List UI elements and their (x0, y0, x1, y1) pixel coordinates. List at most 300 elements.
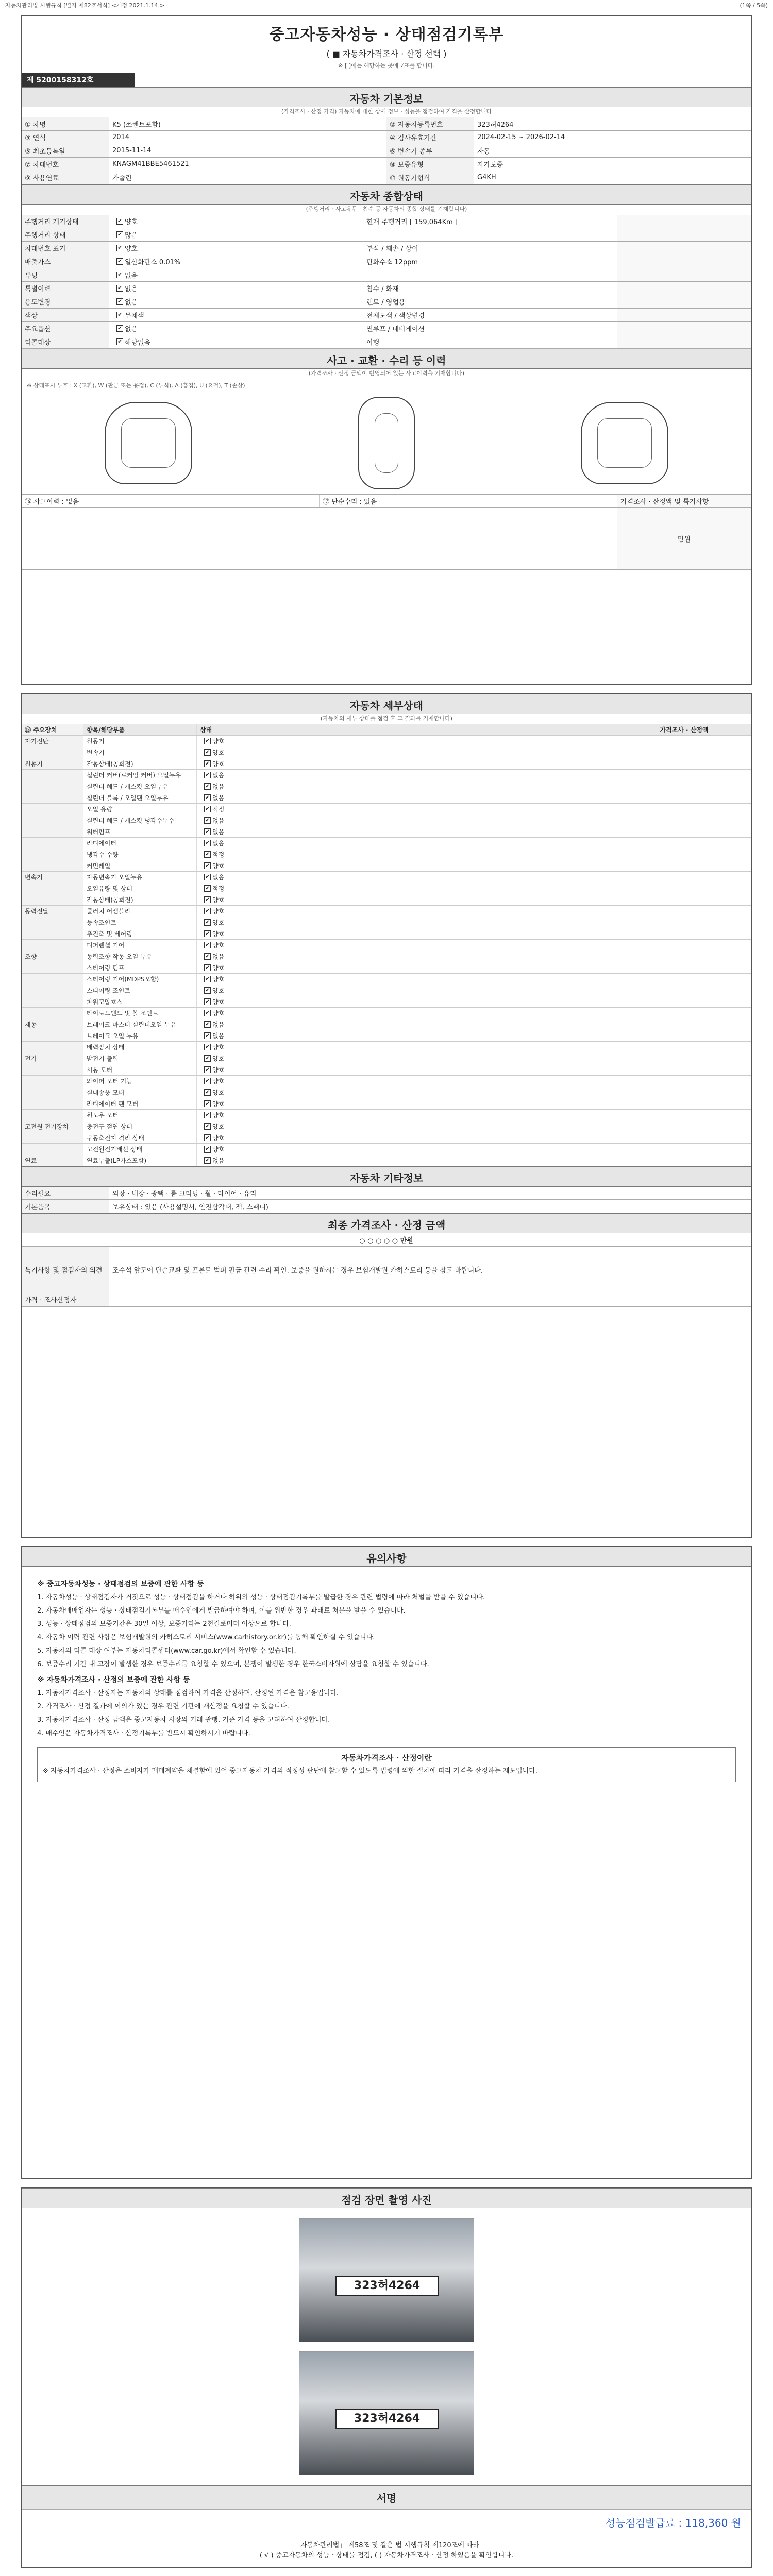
detail-state (197, 792, 617, 803)
detail-item: 연료누출(LP가스포함) (83, 1155, 197, 1166)
summary-note: (주행거리 · 사고유무 · 침수 등 자동차의 종합 상태를 기재합니다) (306, 206, 467, 212)
document-number: 제 5200158312호 (22, 73, 135, 87)
detail-item: 타이로드엔드 및 볼 조인트 (83, 1008, 197, 1019)
detail-price (617, 804, 751, 815)
checkbox-icon[interactable] (204, 1010, 211, 1016)
checkbox-icon[interactable] (204, 760, 211, 767)
detail-device (22, 1064, 83, 1075)
checkbox-icon[interactable] (204, 851, 211, 858)
detail-device (22, 1098, 83, 1109)
rear-photo (299, 2351, 474, 2475)
checkbox-icon[interactable] (204, 1123, 211, 1130)
detail-state-text: 양호 (212, 1100, 225, 1108)
detail-state-text: 양호 (212, 998, 225, 1006)
detail-item: 오일 유량 (83, 804, 197, 815)
notice-paragraph: 1. 자동차가격조사 · 산정자는 자동차의 상태를 점검하여 가격을 산정하며, 산정된 가격은 참고용입니다. (37, 1689, 339, 1697)
checkbox-icon[interactable] (204, 738, 211, 744)
detail-title: 자동차 세부상태 (22, 694, 751, 714)
detail-state-text: 양호 (212, 738, 225, 745)
detail-device (22, 1076, 83, 1087)
detail-row (22, 736, 751, 747)
basic-label-2: ④ 검사유효기간 (386, 131, 474, 144)
detail-row (22, 747, 751, 758)
detail-price (617, 1064, 751, 1075)
detail-price (617, 838, 751, 849)
detail-row (22, 860, 751, 872)
detail-state (197, 872, 617, 883)
detail-item: 시동 모터 (83, 1064, 197, 1075)
other-info-row (22, 1187, 751, 1200)
summary-extra: 렌트 / 영업용 (363, 295, 617, 308)
detail-state (197, 1132, 617, 1143)
detail-state-text: 양호 (212, 976, 225, 983)
summary-label: 주요옵션 (22, 322, 109, 335)
summary-price (617, 255, 751, 268)
price-info-box (37, 1747, 736, 1782)
detail-state-text: 양호 (212, 919, 225, 926)
accident-note: (가격조사 · 산정 금액이 반영되어 있는 사고이력을 기재합니다) (308, 370, 465, 377)
detail-device: 자기진단 (22, 736, 83, 747)
summary-value-text: 없음 (125, 272, 138, 280)
detail-device (22, 860, 83, 871)
detail-row (22, 781, 751, 792)
detail-row (22, 962, 751, 974)
summary-label: 색상 (22, 309, 109, 321)
basic-value-2: 자동 (474, 144, 751, 157)
basic-info-note: (가격조사 · 산정 가격) 자동차에 대한 상세 정보 · 성능을 점검하여 가격을 산정합니다 (281, 108, 492, 115)
checkbox-icon[interactable] (204, 942, 211, 948)
basic-value-2: G4KH (474, 171, 751, 184)
checkbox-icon[interactable] (204, 1100, 211, 1107)
basic-value-2: 자가보증 (474, 158, 751, 171)
detail-item: 실린더 블록 / 오일팬 오일누유 (83, 792, 197, 803)
detail-state (197, 747, 617, 758)
checkbox-icon[interactable] (116, 272, 123, 278)
summary-value (109, 255, 363, 268)
checkbox-icon[interactable] (204, 840, 211, 846)
detail-row (22, 985, 751, 996)
detail-state (197, 1155, 617, 1166)
checkbox-icon[interactable] (116, 245, 123, 251)
summary-row (22, 282, 751, 295)
detail-price (617, 951, 751, 962)
checkbox-icon[interactable] (204, 1066, 211, 1073)
basic-label-2: ⑧ 보증유형 (386, 158, 474, 171)
detail-state (197, 826, 617, 837)
detail-state (197, 962, 617, 973)
detail-state-text: 적정 (212, 885, 225, 892)
notice-title: 유의사항 (22, 1547, 751, 1567)
detail-device (22, 1087, 83, 1098)
other-label: 수리필요 (22, 1187, 109, 1199)
detail-device (22, 894, 83, 905)
checkbox-icon[interactable] (204, 1112, 211, 1118)
detail-device (22, 770, 83, 781)
detail-device: 고전원 전기장치 (22, 1121, 83, 1132)
detail-device (22, 883, 83, 894)
other-info-row (22, 1200, 751, 1213)
checkbox-icon[interactable] (204, 1044, 211, 1050)
detail-state-text: 양호 (212, 1146, 225, 1153)
summary-extra (363, 268, 617, 281)
checkbox-icon[interactable] (204, 1032, 211, 1039)
basic-label: ⑤ 최초등록일 (22, 144, 109, 157)
detail-item: 실내송풍 모터 (83, 1087, 197, 1098)
car-diagram (22, 392, 751, 495)
other-label: 기본품목 (22, 1200, 109, 1213)
checkbox-icon[interactable] (204, 1078, 211, 1084)
detail-state-text: 없음 (212, 828, 225, 836)
summary-price (617, 282, 751, 295)
basic-label: ③ 연식 (22, 131, 109, 144)
detail-row (22, 940, 751, 951)
checkbox-icon[interactable] (204, 794, 211, 801)
inspection-fee: 성능점검발급료 : 118,360 원 (22, 2509, 751, 2535)
summary-value (109, 322, 363, 335)
summary-value-text: 해당없음 (125, 339, 151, 347)
detail-device (22, 1132, 83, 1143)
detail-state-text: 양호 (212, 930, 225, 938)
summary-price (617, 295, 751, 308)
detail-state-text: 양호 (212, 749, 225, 756)
detail-state (197, 1144, 617, 1155)
detail-state (197, 1098, 617, 1109)
detail-state (197, 1121, 617, 1132)
notice-paragraph: 2. 자동차매매업자는 성능 · 상태점검기록부를 매수인에게 발급하여야 하며, 이를 위반한 경우 과태료 처분을 받을 수 있습니다. (37, 1607, 406, 1615)
detail-price (617, 1098, 751, 1109)
detail-device (22, 940, 83, 951)
detail-state-text: 양호 (212, 942, 225, 949)
detail-item: 작동상태(공회전) (83, 894, 197, 905)
checkbox-icon[interactable] (204, 1134, 211, 1141)
detail-price (617, 1110, 751, 1121)
checkbox-icon[interactable] (116, 231, 123, 238)
checkbox-icon[interactable] (204, 1089, 211, 1096)
checkbox-icon[interactable] (204, 749, 211, 756)
detail-device: 변속기 (22, 872, 83, 883)
detail-device (22, 974, 83, 985)
summary-row (22, 268, 751, 282)
detail-item: 발전기 출력 (83, 1053, 197, 1064)
basic-label-2: ⑥ 변속기 종류 (386, 144, 474, 157)
other-value: 외장 · 내장 · 광택 · 룸 크리닝 · 휠 · 타이어 · 유리 (109, 1187, 751, 1199)
inspector-value (109, 1293, 751, 1306)
summary-label: 차대번호 표기 (22, 242, 109, 255)
detail-state-text: 양호 (212, 760, 225, 768)
checkbox-icon[interactable] (116, 298, 123, 305)
rear-plate: 323허4264 (335, 2409, 439, 2429)
special-notes-text: 조수석 앞도어 단순교환 및 프론트 범퍼 판금 관련 수리 확인. 보증을 원하시는 경우 보험개발원 카히스토리 등을 참고 바랍니다. (109, 1247, 751, 1293)
notice-heading-2: ※ 자동차가격조사 · 산정의 보증에 관한 사항 등 (37, 1676, 190, 1684)
checkbox-icon[interactable] (204, 976, 211, 982)
detail-price (617, 1042, 751, 1053)
detail-state (197, 1008, 617, 1019)
detail-item: 충전구 절연 상태 (83, 1121, 197, 1132)
page-3 (21, 1546, 752, 2179)
photo-title: 점검 장면 촬영 사진 (22, 2188, 751, 2208)
detail-device: 원동기 (22, 758, 83, 769)
notice-paragraph: 6. 보증수리 기간 내 고장이 발생한 경우 보증수리를 요청할 수 있으며, 분쟁이 발생한 경우 한국소비자원에 상담을 요청할 수 있습니다. (37, 1660, 429, 1668)
detail-item: 추진축 및 베어링 (83, 928, 197, 939)
detail-device (22, 1144, 83, 1155)
detail-header-device: ⑱ 주요장치 (22, 724, 83, 735)
detail-price (617, 826, 751, 837)
detail-row (22, 826, 751, 838)
price-info-box-title: 자동차가격조사 · 산정이란 (341, 1753, 432, 1762)
detail-state (197, 1087, 617, 1098)
front-plate: 323허4264 (335, 2276, 439, 2296)
detail-device (22, 747, 83, 758)
detail-item: 라디에이터 (83, 838, 197, 849)
checkbox-icon[interactable] (204, 772, 211, 778)
detail-row (22, 758, 751, 770)
detail-state-text: 양호 (212, 1044, 225, 1051)
basic-info-row (22, 171, 751, 184)
detail-device: 전기 (22, 1053, 83, 1064)
detail-item: 오일유량 및 상태 (83, 883, 197, 894)
legal-footer-line-1: 「자동차관리법」 제58조 및 같은 법 시행규칙 제120조에 따라 (294, 2541, 479, 2549)
final-eval-value: ○ ○ ○ ○ ○ 만원 (22, 1233, 751, 1246)
notice-paragraph: 5. 자동차의 리콜 대상 여부는 자동차리콜센터(www.car.go.kr)에서 확인할 수 있습니다. (37, 1647, 296, 1655)
detail-state (197, 770, 617, 781)
detail-state-text: 양호 (212, 1078, 225, 1085)
detail-state-text: 없음 (212, 840, 225, 847)
summary-value (109, 309, 363, 321)
detail-item: 작동상태(공회전) (83, 758, 197, 769)
summary-price (617, 309, 751, 321)
summary-label: 주행거리 상태 (22, 228, 109, 241)
detail-price (617, 1132, 751, 1143)
detail-state-text: 양호 (212, 1112, 225, 1119)
detail-device (22, 996, 83, 1007)
basic-label-2: ⑩ 원동기형식 (386, 171, 474, 184)
detail-row (22, 770, 751, 781)
detail-row (22, 872, 751, 883)
detail-item: 라디에이터 팬 모터 (83, 1098, 197, 1109)
checkbox-icon[interactable] (204, 930, 211, 937)
page-2 (21, 693, 752, 1538)
summary-row (22, 242, 751, 255)
document-subtitle: ( ■ 자동차가격조사 · 산정 선택 ) (326, 49, 447, 59)
checkbox-icon[interactable] (204, 987, 211, 994)
checkbox-icon[interactable] (204, 1157, 211, 1164)
page-indicator: (1쪽 / 5쪽) (740, 2, 768, 9)
detail-row (22, 1110, 751, 1121)
summary-row (22, 335, 751, 349)
detail-note: (자동차의 세부 상태를 점검 후 그 결과를 기재합니다) (320, 715, 453, 722)
accident-history: ⑯ 사고이력 : 없음 (22, 495, 320, 507)
detail-device (22, 928, 83, 939)
detail-item: 커먼레일 (83, 860, 197, 871)
basic-value-2: 323허4264 (474, 117, 751, 130)
detail-device (22, 804, 83, 815)
checkbox-icon[interactable] (204, 828, 211, 835)
accident-price-header: 가격조사 · 산정액 및 특기사항 (617, 495, 751, 507)
basic-info-row (22, 158, 751, 171)
detail-row (22, 1008, 751, 1019)
checkbox-icon[interactable] (204, 953, 211, 960)
notice-paragraph: 1. 자동차성능 · 상태점검자가 거짓으로 성능 · 상태점검을 하거나 허위의 성능 · 상태점검기록부를 발급한 경우 관련 법령에 따라 처벌을 받을 수 있습니다. (37, 1594, 485, 1601)
detail-state (197, 1042, 617, 1053)
summary-value-text: 없음 (125, 299, 138, 307)
detail-device (22, 781, 83, 792)
checkbox-icon[interactable] (116, 325, 123, 332)
checkbox-icon[interactable] (204, 885, 211, 892)
detail-row (22, 1144, 751, 1155)
detail-price (617, 1053, 751, 1064)
detail-item: 배력장치 상태 (83, 1042, 197, 1053)
detail-state-text: 적정 (212, 806, 225, 813)
detail-item: 원동기 (83, 736, 197, 747)
checkbox-icon[interactable] (204, 896, 211, 903)
detail-state (197, 1064, 617, 1075)
detail-device (22, 985, 83, 996)
checkbox-icon[interactable] (116, 338, 123, 345)
detail-price (617, 872, 751, 883)
checkbox-icon[interactable] (204, 1146, 211, 1153)
checkbox-icon[interactable] (204, 783, 211, 790)
detail-item: 등속조인트 (83, 917, 197, 928)
summary-value-text: 양호 (125, 245, 138, 253)
detail-device: 조향 (22, 951, 83, 962)
summary-label: 튜닝 (22, 268, 109, 281)
checkbox-icon[interactable] (204, 919, 211, 926)
detail-price (617, 770, 751, 781)
basic-value: 2014 (109, 131, 386, 144)
summary-label: 특별이력 (22, 282, 109, 295)
summary-title: 자동차 종합상태 (22, 184, 751, 205)
detail-row (22, 1132, 751, 1144)
checkbox-icon[interactable] (116, 218, 123, 225)
detail-item: 스티어링 기어(MDPS포함) (83, 974, 197, 985)
basic-info-row (22, 117, 751, 131)
detail-state-text: 양호 (212, 987, 225, 994)
car-rear-view-icon (581, 402, 668, 484)
detail-row (22, 1087, 751, 1098)
checkbox-icon[interactable] (204, 862, 211, 869)
basic-label: ① 차명 (22, 117, 109, 130)
detail-row (22, 1019, 751, 1030)
detail-device: 동력전달 (22, 906, 83, 917)
detail-item: 실린더 커버(로커암 커버) 오일누유 (83, 770, 197, 781)
basic-value: K5 (쏘렌토포함) (109, 117, 386, 130)
detail-state-text: 양호 (212, 1123, 225, 1130)
detail-state (197, 883, 617, 894)
photo-area (22, 2208, 751, 2485)
summary-extra: 이행 (363, 335, 617, 348)
detail-state (197, 860, 617, 871)
checkbox-icon[interactable] (204, 817, 211, 824)
detail-device (22, 826, 83, 837)
detail-device (22, 1030, 83, 1041)
detail-device (22, 792, 83, 803)
detail-state (197, 804, 617, 815)
detail-state-text: 양호 (212, 908, 225, 915)
basic-label: ⑨ 사용연료 (22, 171, 109, 184)
detail-device (22, 815, 83, 826)
detail-item: 디퍼렌셜 기어 (83, 940, 197, 951)
detail-row (22, 838, 751, 849)
checkbox-icon[interactable] (116, 285, 123, 292)
detail-row (22, 1098, 751, 1110)
summary-row (22, 322, 751, 335)
title-block (22, 16, 751, 73)
final-eval-row (22, 1233, 751, 1247)
detail-state (197, 838, 617, 849)
summary-value (109, 242, 363, 255)
checkbox-icon[interactable] (204, 998, 211, 1005)
detail-state-text: 없음 (212, 1157, 225, 1164)
detail-header-row (22, 724, 751, 736)
summary-value-text: 양호 (125, 218, 138, 226)
basic-info-table (22, 117, 751, 184)
detail-item: 실린더 헤드 / 개스킷 오일누유 (83, 781, 197, 792)
detail-item: 스티어링 펌프 (83, 962, 197, 973)
checkbox-icon[interactable] (204, 964, 211, 971)
checkbox-icon[interactable] (204, 1021, 211, 1028)
summary-price (617, 335, 751, 348)
inspector-row (22, 1293, 751, 1307)
checkbox-icon[interactable] (204, 874, 211, 880)
notice-paragraph: 2. 가격조사 · 산정 결과에 이의가 있는 경우 관련 기관에 재산정을 요청할 수 있습니다. (37, 1703, 289, 1710)
detail-price (617, 1076, 751, 1087)
detail-price (617, 860, 751, 871)
page-4 (21, 2187, 752, 2568)
detail-item: 윈도우 모터 (83, 1110, 197, 1121)
summary-label: 리콜대상 (22, 335, 109, 348)
detail-item: 파워고압호스 (83, 996, 197, 1007)
detail-state (197, 1110, 617, 1121)
summary-table (22, 215, 751, 349)
summary-value (109, 335, 363, 348)
detail-state (197, 1053, 617, 1064)
detail-row (22, 974, 751, 985)
summary-value (109, 228, 363, 241)
detail-item: 스티어링 조인트 (83, 985, 197, 996)
detail-price (617, 928, 751, 939)
basic-value: KNAGM41BBE5461521 (109, 158, 386, 171)
document-note: ※ [ ]에는 해당하는 곳에 √표를 합니다. (338, 62, 435, 69)
detail-price (617, 996, 751, 1007)
detail-price (617, 962, 751, 973)
detail-price (617, 736, 751, 747)
checkbox-icon[interactable] (204, 806, 211, 812)
detail-state-text: 양호 (212, 1055, 225, 1062)
detail-row (22, 917, 751, 928)
detail-price (617, 894, 751, 905)
summary-row (22, 228, 751, 242)
checkbox-icon[interactable] (204, 1055, 211, 1062)
document-header (0, 0, 773, 9)
detail-item: 워터펌프 (83, 826, 197, 837)
detail-price (617, 781, 751, 792)
summary-extra: 부식 / 훼손 / 상이 (363, 242, 617, 255)
basic-label-2: ② 자동차등록번호 (386, 117, 474, 130)
checkbox-icon[interactable] (116, 258, 123, 265)
detail-table (22, 736, 751, 1166)
detail-price (617, 917, 751, 928)
detail-item: 동력조향 작동 오일 누유 (83, 951, 197, 962)
checkbox-icon[interactable] (116, 312, 123, 318)
detail-item: 구동축전지 격리 상태 (83, 1132, 197, 1143)
detail-header-state: 상태 (197, 724, 617, 735)
summary-label: 용도변경 (22, 295, 109, 308)
detail-price (617, 1087, 751, 1098)
checkbox-icon[interactable] (204, 908, 211, 914)
summary-extra: 탄화수소 12ppm (363, 255, 617, 268)
detail-header-price: 가격조사 · 산정액 (617, 724, 751, 735)
detail-row (22, 928, 751, 940)
